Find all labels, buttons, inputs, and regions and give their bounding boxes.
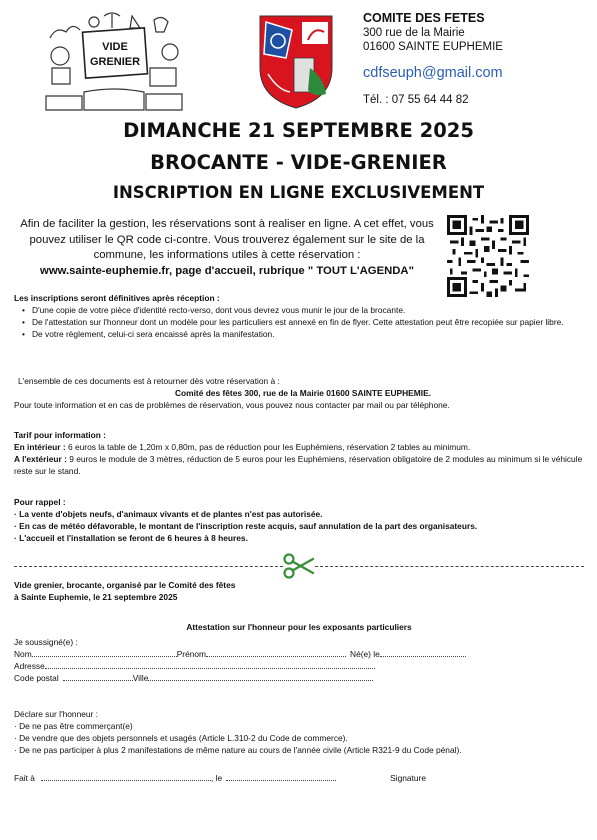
fait-a-field[interactable] — [41, 773, 211, 781]
tarif-exterieur-label: A l'extérieur : — [14, 454, 67, 464]
declarations-section — [14, 708, 584, 756]
declaration-item: · De vendre que des objets personnels et usagés (Article L.310-2 du Code de commerce). — [14, 733, 348, 743]
tarif-exterieur — [14, 453, 584, 477]
title-event: BROCANTE - VIDE-GRENIER — [150, 151, 447, 174]
contact-info-line: Pour toute information et en cas de problèmes de réservation, vous pouvez nous contacter par mail ou par téléphone. — [14, 400, 450, 410]
address-row — [14, 660, 584, 672]
postal-code-field[interactable] — [63, 673, 133, 681]
date-field[interactable] — [226, 773, 336, 781]
form-event-info — [14, 579, 584, 603]
birthdate-field[interactable] — [380, 649, 466, 657]
adresse-label: Adresse — [14, 661, 45, 671]
inscriptions-section — [14, 292, 584, 340]
address-line-1: 300 rue de la Mairie — [363, 27, 465, 39]
intro-paragraph — [18, 217, 436, 279]
ville-label: Ville — [132, 673, 149, 683]
website-link[interactable]: www.sainte-euphemie.fr, page d'accueil, rubrique " TOUT L'AGENDA" — [40, 264, 414, 277]
rappel-heading: Pour rappel : — [14, 497, 66, 507]
inscriptions-list — [14, 304, 584, 340]
title-date: DIMANCHE 21 SEPTEMBRE 2025 — [123, 119, 474, 142]
signature-label: Signature — [390, 773, 426, 783]
attestation-title: Attestation sur l'honneur pour les exposants particuliers — [186, 622, 412, 632]
prenom-field[interactable] — [206, 649, 346, 657]
adresse-field[interactable] — [45, 661, 375, 669]
form-event-line: à Sainte Euphemie, le 21 septembre 2025 — [14, 592, 178, 602]
rappel-item: · La vente d'objets neufs, d'animaux vivants et de plantes n'est pas autorisée. — [14, 509, 323, 519]
tarif-heading: Tarif pour information : — [14, 430, 106, 440]
address-line-2: 01600 SAINTE EUPHEMIE — [363, 41, 503, 53]
tarif-interieur-label: En intérieur : — [14, 442, 66, 452]
rappel-item: · En cas de météo défavorable, le montant de l'inscription reste acquis, sauf annulation de la part des organisateurs. — [14, 521, 478, 531]
fait-a-label: Fait à — [14, 773, 35, 783]
tarif-interieur-text: 6 euros la table de 1,20m x 0,80m, pas de réduction pour les Euphémiens, réservation 2 tables au minimum. — [65, 442, 471, 452]
scissors-icon — [283, 553, 315, 579]
title-registration-mode: INSCRIPTION EN LIGNE EXCLUSIVEMENT — [112, 183, 485, 202]
return-address: Comité des fêtes 300, rue de la Mairie 01600 SAINTE EUPHEMIE. — [174, 388, 431, 398]
doodle-sign — [82, 28, 147, 78]
doodle-sign-line1: VIDE — [102, 41, 128, 53]
return-info-section — [14, 375, 588, 411]
header — [0, 0, 597, 116]
org-name: COMITE DES FETES — [363, 11, 485, 25]
birthdate-label: Né(e) le — [350, 649, 380, 659]
form-event-line: Vide grenier, brocante, organisé par le Comité des fêtes — [14, 580, 236, 590]
inscriptions-item: • D'une copie de votre pièce d'identité recto-verso, dont vous devrez vous munir le jour de la brocante. — [22, 304, 584, 316]
tarif-interieur — [14, 441, 584, 453]
signature-row — [14, 772, 584, 784]
inscriptions-item: • De l'attestation sur l'honneur dont un modèle pour les particuliers est annexé en fin de flyer. Cette attestation peut être recopiée sur papier libre. — [22, 316, 584, 328]
prenom-label: Prénom — [176, 649, 207, 659]
contact-email-link[interactable]: cdfseuph@gmail.com — [363, 65, 503, 81]
commune-crest-logo — [258, 14, 334, 110]
intro-text: Afin de faciliter la gestion, les réservations sont à realiser en ligne. A cet effet, vous pouvez utiliser le QR code ci-contre. Vous trouverez également sur le site de la commune, les informations utiles à cette réservation : — [20, 218, 434, 261]
tarif-section — [14, 429, 584, 477]
identity-fields — [14, 636, 584, 684]
inscriptions-heading: Les inscriptions seront définitives après réception : — [14, 293, 220, 303]
nom-label: Nom — [14, 649, 32, 659]
declare-label: Déclare sur l'honneur : — [14, 709, 98, 719]
contact-phone: Tél. : 07 55 64 44 82 — [363, 94, 469, 106]
name-row — [14, 648, 584, 660]
return-info-line: L'ensemble de ces documents est à retourner dès votre réservation à : — [18, 376, 280, 386]
inscriptions-item: • De votre règlement, celui-ci sera encaissé après la manifestation. — [22, 328, 584, 340]
soussigne-label: Je soussigné(e) : — [14, 637, 78, 647]
ville-field[interactable] — [148, 673, 373, 681]
declaration-item: · De ne pas participer à plus 2 manifestations de même nature au cours de l'année civile (Article R321-9 du Code pénal). — [14, 745, 462, 755]
vide-grenier-doodle-illustration — [42, 8, 187, 114]
tarif-exterieur-text: 9 euros le module de 3 mètres, réduction de 5 euros pour les Euphémiens, réservation obligatoire de 2 modules au minimum si le véhicule reste sur le stand. — [14, 454, 583, 476]
registration-qr-code[interactable] — [447, 215, 529, 297]
rappel-item: · L'accueil et l'installation se feront de 6 heures à 8 heures. — [14, 533, 248, 543]
rappel-section — [14, 496, 584, 544]
postal-row — [14, 672, 584, 684]
date-label: , le — [210, 773, 223, 783]
nom-field[interactable] — [32, 649, 177, 657]
postal-code-label: Code postal — [14, 673, 59, 683]
contact-block — [363, 11, 583, 106]
declaration-item: · De ne pas être commerçant(e) — [14, 721, 133, 731]
doodle-sign-line2: GRENIER — [89, 56, 141, 68]
